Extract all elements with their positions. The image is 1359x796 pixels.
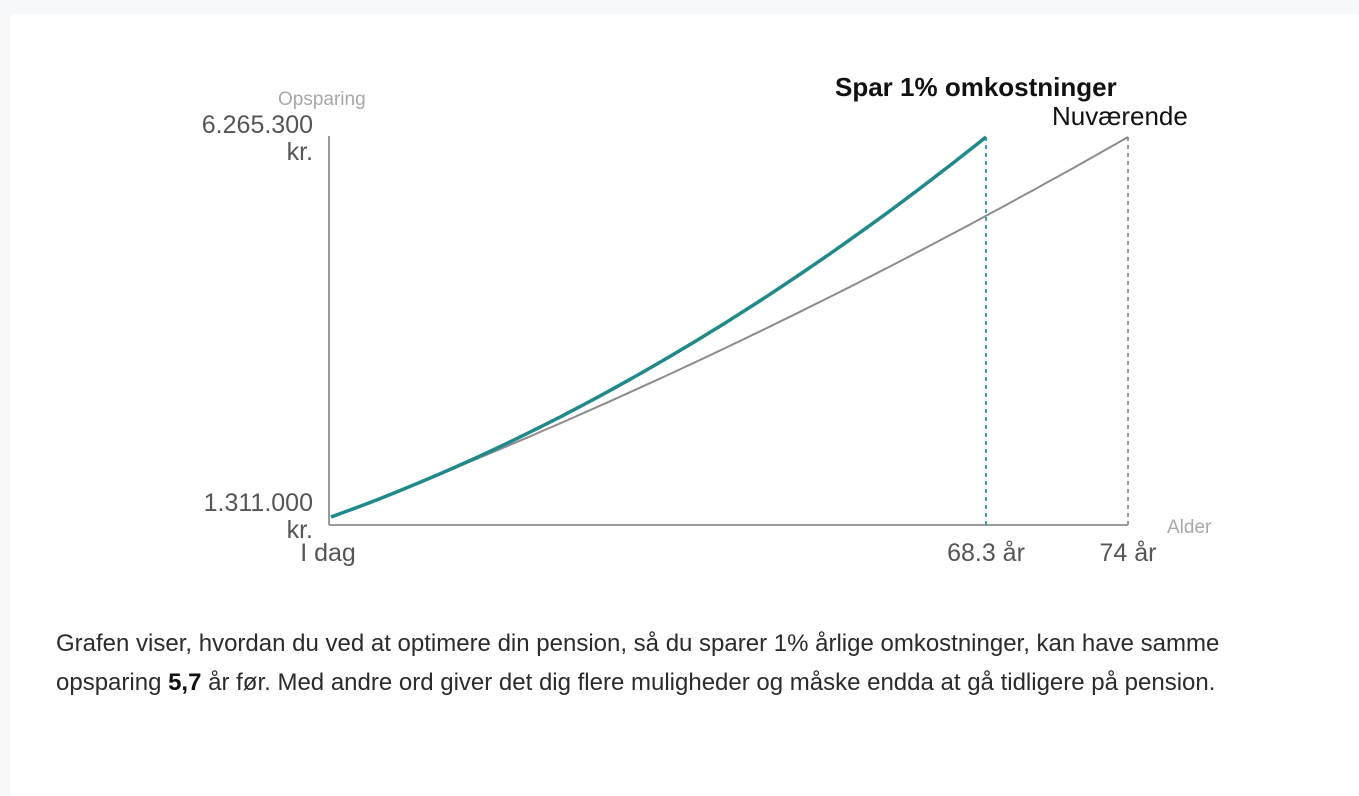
- y-axis-title: Opsparing: [278, 89, 366, 110]
- x-tick-label-current-end: 74 år: [1099, 539, 1157, 567]
- y-tick-label-min: 1.311.000: [203, 489, 313, 517]
- series-line-optimized: [331, 137, 986, 517]
- series-line-current: [331, 137, 1128, 517]
- x-tick-label-today: I dag: [300, 539, 356, 567]
- y-tick-unit-min: kr.: [286, 516, 313, 544]
- x-tick-label-optimized-end: 68.3 år: [947, 539, 1025, 567]
- series-label-current: Nuværende: [1052, 101, 1188, 131]
- x-axis-title: Alder: [1167, 517, 1212, 538]
- series-label-optimized: Spar 1% omkostninger: [835, 72, 1117, 102]
- y-tick-unit-max: kr.: [286, 138, 313, 166]
- y-tick-label-max: 6.265.300: [201, 111, 313, 139]
- chart-description: Grafen viser, hvordan du ved at optimere din pension, så du sparer 1% årlige omkostninger, kan have samme opsparing 5,7 år før. Med andre ord giver det dig flere muligheder og måske endda at gå tidligere på pension.: [56, 630, 1220, 696]
- years-earlier-highlight: 5,7: [168, 669, 202, 696]
